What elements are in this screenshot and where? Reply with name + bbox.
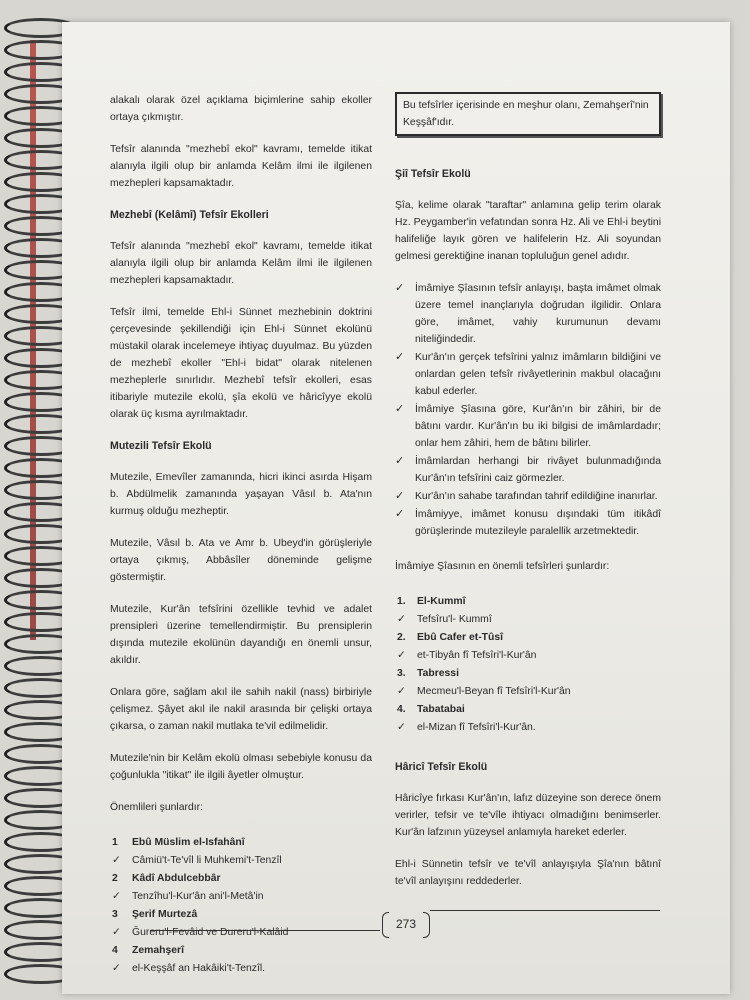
work-item (110, 852, 372, 870)
check-icon: ✓ (112, 927, 121, 938)
checklist-item (395, 349, 661, 400)
item-text: Kur'ân'ın gerçek tefsîrini yalnız imâmların bildiğini ve onlardan gelen tefsîr rivâyetlerinin makbul olacağını kabul ederler. (415, 352, 661, 397)
item-number: 3 (112, 909, 118, 920)
work-item (395, 683, 661, 701)
item-text: et-Tibyân fî Tefsîri'l-Kur'ân (417, 650, 537, 661)
check-icon: ✓ (395, 490, 405, 502)
paragraph: Şîa, kelime olarak "taraftar" anlamına gelip terim olarak Hz. Peygamber'in vefatından sonra Hz. Ali ve Ehl-i beytini halifeliğe layık gören ve halifelerin Hz. Ali soyundan gelmesi gerektiğine inanan topluluğun genel adıdır. (395, 200, 661, 262)
item-text: Tefsîru'l- Kummî (417, 614, 492, 625)
item-text: Tenzîhu'l-Kur'ân ani'l-Metâ'in (132, 891, 264, 902)
item-text: Kâdî Abdulcebbâr (132, 873, 221, 884)
item-number: 3. (397, 668, 406, 679)
page-number: 273 (382, 912, 430, 936)
paragraph: Tefsîr alanında "mezhebî ekol" kavramı, temelde itikat alanıyla ilgili olup bir anlamda Kelâm ilmi ile ilgilenen mezhepleri kapsamaktadır. (110, 241, 372, 286)
author-item (395, 629, 661, 647)
check-icon: ✓ (395, 351, 405, 363)
check-icon: ✓ (112, 891, 121, 902)
section-heading: Mutezili Tefsîr Ekolü (110, 440, 212, 452)
item-text: El-Kummî (417, 596, 466, 607)
page-footer (150, 910, 660, 940)
work-item (110, 960, 372, 978)
item-number: 4 (112, 945, 118, 956)
check-icon: ✓ (112, 855, 121, 866)
check-icon: ✓ (395, 282, 405, 294)
sii-checklist (395, 280, 661, 540)
item-number: 1 (112, 837, 118, 848)
work-item (110, 888, 372, 906)
item-text: Mecmeu'l-Beyan fî Tefsîri'l-Kur'ân (417, 686, 571, 697)
checklist-item (395, 401, 661, 452)
checklist-item (395, 453, 661, 487)
paragraph: alakalı olarak özel açıklama biçimlerine sahip ekoller ortaya çıkmıştır. (110, 95, 372, 123)
check-icon: ✓ (397, 614, 406, 625)
author-item (110, 942, 372, 960)
check-icon: ✓ (397, 650, 406, 661)
sii-works-list (395, 593, 661, 737)
paragraph: Mutezile, Kur'ân tefsîrini özellikle tevhid ve adalet prensipleri üzerine temellendirmiştir. Bu prensiplerin dışında mutezile ekolünün dayandığı en önemli unsur, akıldır. (110, 604, 372, 666)
footer-rule-left (150, 930, 380, 931)
item-text: el-Mizan fî Tefsîri'l-Kur'ân. (417, 722, 536, 733)
paragraph: Tefsîr ilmi, temelde Ehl-i Sünnet mezhebinin doktrini çerçevesinde şekillendiği için Ehl-i Sünnet ekolünü müstakil olarak incelemeye ihtiyaç duyulmaz. Bu yüzden de mezhebî ekoller "Ehl-i bidat" olarak nitelenen mezheplerle sınırlıdır. Mezhebî tefsîr ekolleri, esas itibariyle mutezile ekolü, şîa ekolü ve hâricîyye ekolü olarak üç kısma ayrılmaktadır. (110, 307, 372, 420)
item-text: İmâmiye Şîasının tefsîr anlayışı, başta imâmet olmak üzere temel inançlarıyla doğrudan ilgilidir. Onlara göre, imâmet, vahiy kurumunun devamı niteliğindedir. (415, 283, 661, 345)
paragraph: Onlara göre, sağlam akıl ile sahih nakil (nass) birbiriyle çelişmez. Şâyet akıl ile nakil arasında bir çelişki ortaya çıkarsa, o zaman nakil mutlaka te'vil edilmelidir. (110, 687, 372, 732)
work-item (395, 611, 661, 629)
check-icon: ✓ (395, 508, 405, 520)
item-text: Câmiü't-Te'vîl li Muhkemi't-Tenzîl (132, 855, 282, 866)
paragraph: Önemlileri şunlardır: (110, 802, 203, 813)
section-heading: Şiî Tefsîr Ekolü (395, 168, 471, 180)
item-text: İmâmiye Şîasına göre, Kur'ân'ın bir zâhiri, bir de bâtını vardır. Kur'ân'ın bu iki bilgisi de imâmlardadır; onlar hem zâhiri, hem de bâtını bilirler. (415, 404, 661, 449)
item-number: 2. (397, 632, 406, 643)
item-text: Ğureru'l-Fevâid ve Dureru'l-Kalâid (132, 927, 289, 938)
check-icon: ✓ (112, 963, 121, 974)
section-heading: Mezhebî (Kelâmî) Tefsîr Ekolleri (110, 209, 269, 221)
section-heading: Hâricî Tefsîr Ekolü (395, 761, 488, 773)
item-text: İmâmiyye, imâmet konusu dışındaki tüm itikâdî görüşlerinde mutezileyle paralellik arzetmektedir. (415, 509, 661, 537)
paragraph: Ehl-i Sünnetin tefsîr ve te'vîl anlayışıyla Şîa'nın bâtınî te'vîl anlayışını reddederler. (395, 859, 661, 887)
mutezile-works-list (110, 834, 372, 978)
check-icon: ✓ (395, 403, 405, 415)
work-item (395, 719, 661, 737)
author-item (110, 870, 372, 888)
checklist-item (395, 506, 661, 540)
author-item (110, 834, 372, 852)
paragraph: Mutezile, Vâsıl b. Ata ve Amr b. Ubeyd'in görüşleriyle ortaya çıkmış, Abbâsîler döneminde gelişme göstermiştir. (110, 538, 372, 583)
paragraph: Mutezile'nin bir Kelâm ekolü olması sebebiyle konusu da çoğunlukla "itikat" ile ilgili âyetler olmuştur. (110, 753, 372, 781)
item-text: Tabressi (417, 668, 459, 679)
author-item (395, 701, 661, 719)
paragraph: Tefsîr alanında "mezhebî ekol" kavramı, temelde itikat alanıyla ilgili olup bir anlamda Kelâm ilmi ile ilgilenen mezhepleri kapsamaktadır. (110, 144, 372, 189)
item-text: Şerif Murtezâ (132, 909, 198, 920)
footer-rule-right (430, 910, 660, 911)
item-text: el-Keşşâf an Hakâiki't-Tenzîl. (132, 963, 266, 974)
paragraph: İmâmiye Şîasının en önemli tefsîrleri şunlardır: (395, 561, 610, 572)
check-icon: ✓ (395, 455, 405, 467)
item-number: 4. (397, 704, 406, 715)
checklist-item (395, 488, 661, 505)
item-number: 2 (112, 873, 118, 884)
paragraph: Hâricîye fırkası Kur'ân'ın, lafız düzeyine son derece önem verirler, tefsir ve te'vîle ihtiyacı olmadığını benimserler. Kur'ân lafzının yüzeysel anlamıyla hareket ederler. (395, 793, 661, 838)
item-text: İmâmlardan herhangi bir rivâyet bulunmadığında Kur'ân'ın tefsîrini caiz görmezler. (415, 456, 661, 484)
author-item (395, 665, 661, 683)
author-item (395, 593, 661, 611)
item-text: Ebû Müslim el-Isfahânî (132, 837, 245, 848)
paragraph: Mutezile, Emevîler zamanında, hicri ikinci asırda Hişam b. Abdülmelik zamanında yaşayan Vâsıl b. Ata'nın kurmuş olduğu mezheptir. (110, 472, 372, 517)
callout-box: Bu tefsîrler içerisinde en meşhur olanı, Zemahşerî'nin Keşşâf'ıdır. (395, 92, 661, 136)
item-text: Zemahşerî (132, 945, 184, 956)
item-text: Ebû Cafer et-Tûsî (417, 632, 504, 643)
item-text: Tabatabai (417, 704, 465, 715)
right-column (395, 92, 661, 905)
item-text: Kur'ân'ın sahabe tarafından tahrif edildiğine inanırlar. (415, 491, 658, 502)
check-icon: ✓ (397, 686, 406, 697)
item-number: 1. (397, 596, 406, 607)
checklist-item (395, 280, 661, 348)
check-icon: ✓ (397, 722, 406, 733)
left-column (110, 92, 372, 978)
work-item (395, 647, 661, 665)
